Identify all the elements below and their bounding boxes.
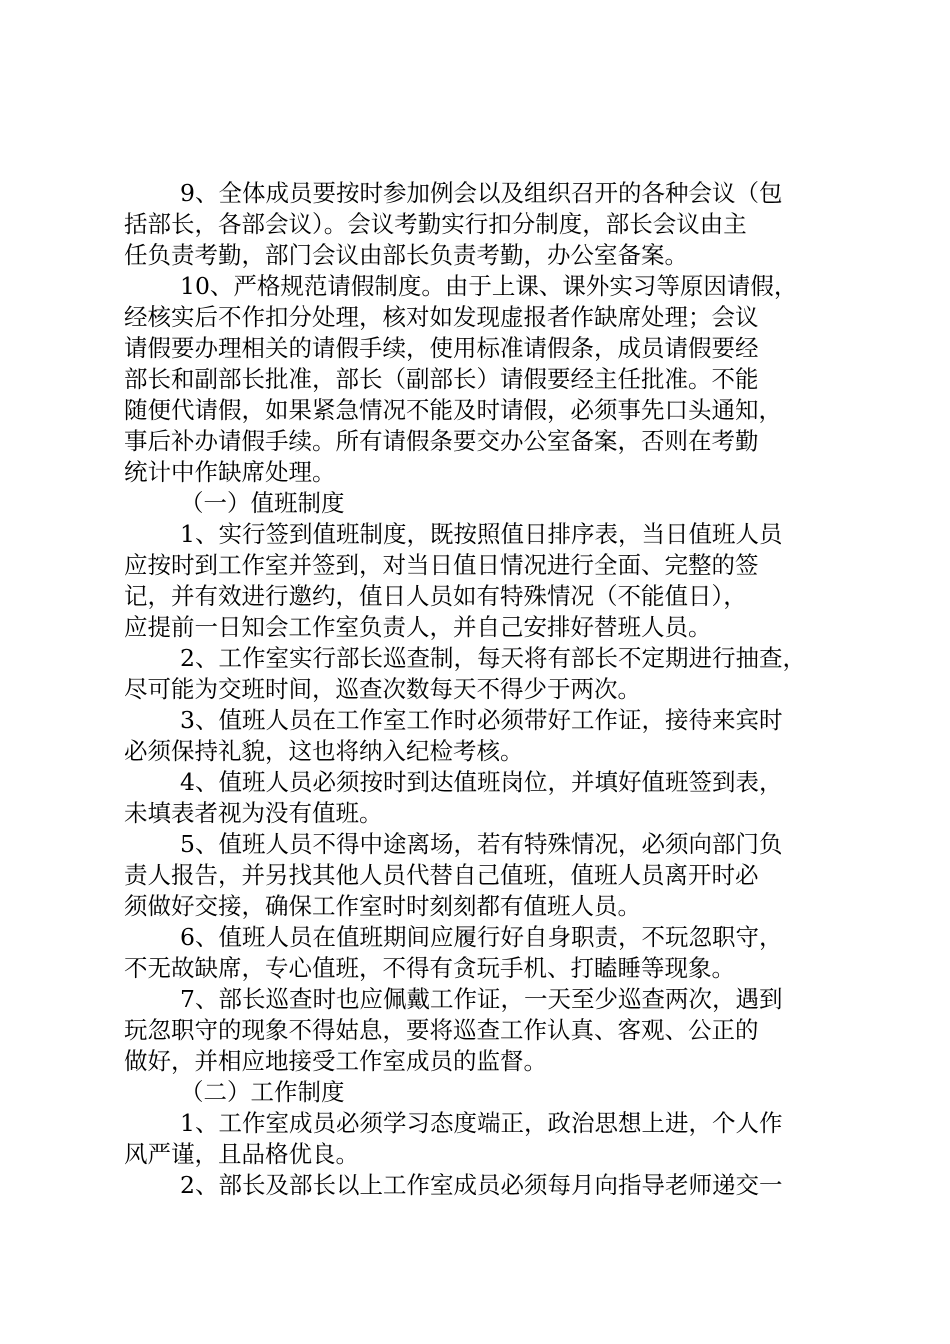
text-line-28: 玩忽职守的现象不得姑息，要将巡查工作认真、客观、公正的	[124, 1016, 759, 1044]
text-line-23: 责人报告，并另找其他人员代替自己值班，值班人员离开时必	[124, 861, 759, 889]
text-line-7: 部长和副部长批准，部长（副部长）请假要经主任批准。不能	[124, 365, 759, 393]
text-line-21: 未填表者视为没有值班。	[124, 799, 383, 827]
text-line-1: 9、全体成员要按时参加例会以及组织召开的各种会议（包	[180, 179, 783, 207]
text-line-17: 尽可能为交班时间，巡查次数每天不得少于两次。	[124, 675, 641, 703]
section-heading-work: （二）工作制度	[180, 1078, 345, 1106]
text-line-13: 应按时到工作室并签到，对当日值日情况进行全面、完整的签	[124, 551, 759, 579]
text-line-12: 1、实行签到值班制度，既按照值日排序表，当日值班人员	[180, 520, 783, 548]
text-line-6: 请假要办理相关的请假手续，使用标准请假条，成员请假要经	[124, 334, 759, 362]
text-line-2: 括部长，各部会议）。会议考勤实行扣分制度，部长会议由主	[124, 210, 747, 238]
text-line-3: 任负责考勤，部门会议由部长负责考勤，办公室备案。	[124, 241, 688, 269]
text-line-27: 7、部长巡查时也应佩戴工作证，一天至少巡查两次，遇到	[180, 985, 783, 1013]
text-line-32: 风严谨，且品格优良。	[124, 1140, 359, 1168]
text-line-16: 2、工作室实行部长巡查制，每天将有部长不定期进行抽查，	[180, 644, 806, 672]
text-line-5: 经核实后不作扣分处理，核对如发现虚报者作缺席处理；会议	[124, 303, 759, 331]
text-line-19: 必须保持礼貌，这也将纳入纪检考核。	[124, 737, 524, 765]
text-line-24: 须做好交接，确保工作室时时刻刻都有值班人员。	[124, 892, 641, 920]
text-line-10: 统计中作缺席处理。	[124, 458, 336, 486]
section-heading-duty: （一）值班制度	[180, 489, 345, 517]
text-line-15: 应提前一日知会工作室负责人，并自己安排好替班人员。	[124, 613, 712, 641]
text-line-14: 记，并有效进行邀约，值日人员如有特殊情况（不能值日），	[124, 582, 747, 610]
text-line-31: 1、工作室成员必须学习态度端正，政治思想上进，个人作	[180, 1109, 783, 1137]
text-line-29: 做好，并相应地接受工作室成员的监督。	[124, 1047, 547, 1075]
text-line-33: 2、部长及部长以上工作室成员必须每月向指导老师递交一	[180, 1171, 783, 1199]
text-line-20: 4、值班人员必须按时到达值班岗位，并填好值班签到表，	[180, 768, 783, 796]
text-line-9: 事后补办请假手续。所有请假条要交办公室备案，否则在考勤	[124, 427, 759, 455]
text-line-25: 6、值班人员在值班期间应履行好自身职责，不玩忽职守，	[180, 923, 783, 951]
text-line-26: 不无故缺席，专心值班，不得有贪玩手机、打瞌睡等现象。	[124, 954, 735, 982]
text-line-18: 3、值班人员在工作室工作时必须带好工作证，接待来宾时	[180, 706, 783, 734]
text-line-8: 随便代请假，如果紧急情况不能及时请假，必须事先口头通知，	[124, 396, 782, 424]
text-line-22: 5、值班人员不得中途离场，若有特殊情况，必须向部门负	[180, 830, 783, 858]
text-line-4: 10、严格规范请假制度。由于上课、课外实习等原因请假，	[180, 272, 798, 300]
